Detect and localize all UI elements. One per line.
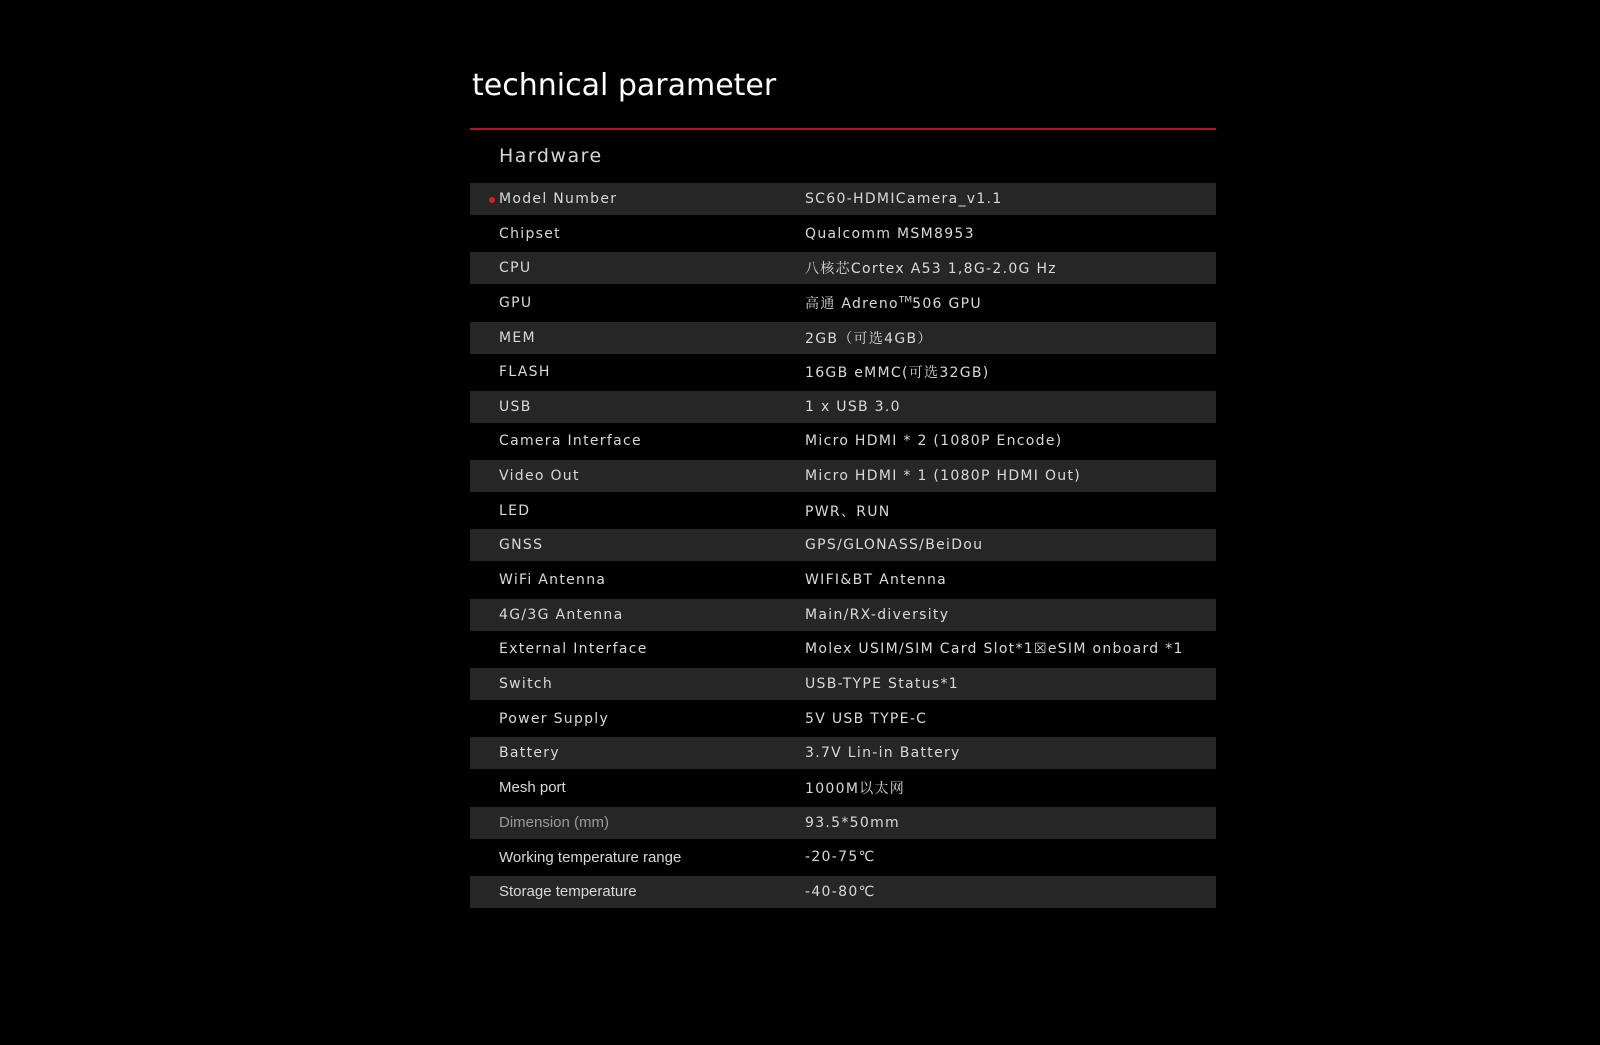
spec-value [805, 293, 982, 313]
spec-label: Power Supply [499, 710, 610, 727]
spec-value: 1 x USB 3.0 [805, 398, 901, 415]
spec-row-working-temperature [470, 841, 1216, 873]
spec-table [470, 183, 1216, 910]
spec-value: 5V USB TYPE-C [805, 710, 928, 727]
spec-value: Molex USIM/SIM Card Slot*1☒eSIM onboard *1 [805, 641, 1184, 658]
spec-row-battery [470, 737, 1216, 769]
spec-label: Working temperature range [499, 848, 682, 866]
spec-value: 16GB eMMC(可选32GB) [805, 365, 990, 382]
spec-label: Camera Interface [499, 433, 642, 450]
spec-value: WIFI&BT Antenna [805, 572, 948, 589]
spec-row-camera-interface [470, 425, 1216, 457]
spec-value: -20-75℃ [805, 849, 876, 866]
spec-value: PWR、RUN [805, 503, 891, 520]
spec-row-led [470, 495, 1216, 527]
spec-value: USB-TYPE Status*1 [805, 675, 959, 692]
spec-value: Micro HDMI * 2 (1080P Encode) [805, 433, 1063, 450]
spec-row-usb [470, 391, 1216, 423]
section-title: Hardware [499, 145, 603, 167]
spec-label: External Interface [499, 641, 648, 658]
spec-value: -40-80℃ [805, 883, 876, 900]
spec-row-mesh-port [470, 772, 1216, 804]
spec-value: Micro HDMI * 1 (1080P HDMI Out) [805, 468, 1081, 485]
spec-label: USB [499, 398, 532, 415]
spec-value: Main/RX-diversity [805, 606, 950, 623]
spec-row-video-out [470, 460, 1216, 492]
spec-row-power-supply [470, 703, 1216, 735]
spec-label: Chipset [499, 225, 561, 242]
title-divider [470, 128, 1216, 130]
spec-value: 3.7V Lin-in Battery [805, 745, 961, 762]
spec-label: Switch [499, 675, 554, 692]
spec-row-chipset [470, 218, 1216, 250]
spec-label: Dimension (mm) [499, 814, 610, 832]
spec-label: Model Number [499, 191, 618, 207]
spec-value-suffix: 506 GPU [912, 295, 982, 312]
spec-label: MEM [499, 329, 536, 346]
spec-label: Storage temperature [499, 883, 637, 901]
spec-label: CPU [499, 260, 532, 277]
spec-label: Battery [499, 745, 560, 762]
spec-row-flash [470, 356, 1216, 388]
spec-value-prefix: 高通 Adreno [805, 295, 899, 312]
spec-value: SC60-HDMICamera_v1.1 [805, 191, 1003, 207]
spec-row-model-number [470, 183, 1216, 215]
spec-label: Mesh port [499, 779, 566, 797]
spec-row-4g-antenna [470, 599, 1216, 631]
spec-value: 八核芯Cortex A53 1,8G-2.0G Hz [805, 261, 1057, 278]
spec-row-storage-temperature [470, 876, 1216, 908]
spec-row-mem [470, 322, 1216, 354]
bullet-icon [489, 197, 495, 203]
spec-row-gpu [470, 287, 1216, 319]
spec-value: 1000M以太网 [805, 780, 906, 797]
spec-row-external-interface [470, 633, 1216, 665]
spec-label: GPU [499, 294, 533, 311]
spec-label: LED [499, 502, 531, 519]
spec-label: 4G/3G Antenna [499, 606, 624, 623]
spec-label: GNSS [499, 537, 544, 554]
spec-row-wifi-antenna [470, 564, 1216, 596]
spec-value: 2GB（可选4GB） [805, 330, 933, 347]
spec-value: GPS/GLONASS/BeiDou [805, 537, 984, 554]
spec-label: FLASH [499, 364, 551, 381]
spec-label: Video Out [499, 468, 580, 485]
spec-value: Qualcomm MSM8953 [805, 225, 975, 242]
spec-row-dimension [470, 807, 1216, 839]
spec-value: 93.5*50mm [805, 814, 900, 831]
trademark-sup: TM [898, 295, 913, 306]
page-title: technical parameter [472, 68, 777, 103]
spec-row-gnss [470, 529, 1216, 561]
spec-label: WiFi Antenna [499, 572, 607, 589]
spec-row-switch [470, 668, 1216, 700]
spec-row-cpu [470, 252, 1216, 284]
